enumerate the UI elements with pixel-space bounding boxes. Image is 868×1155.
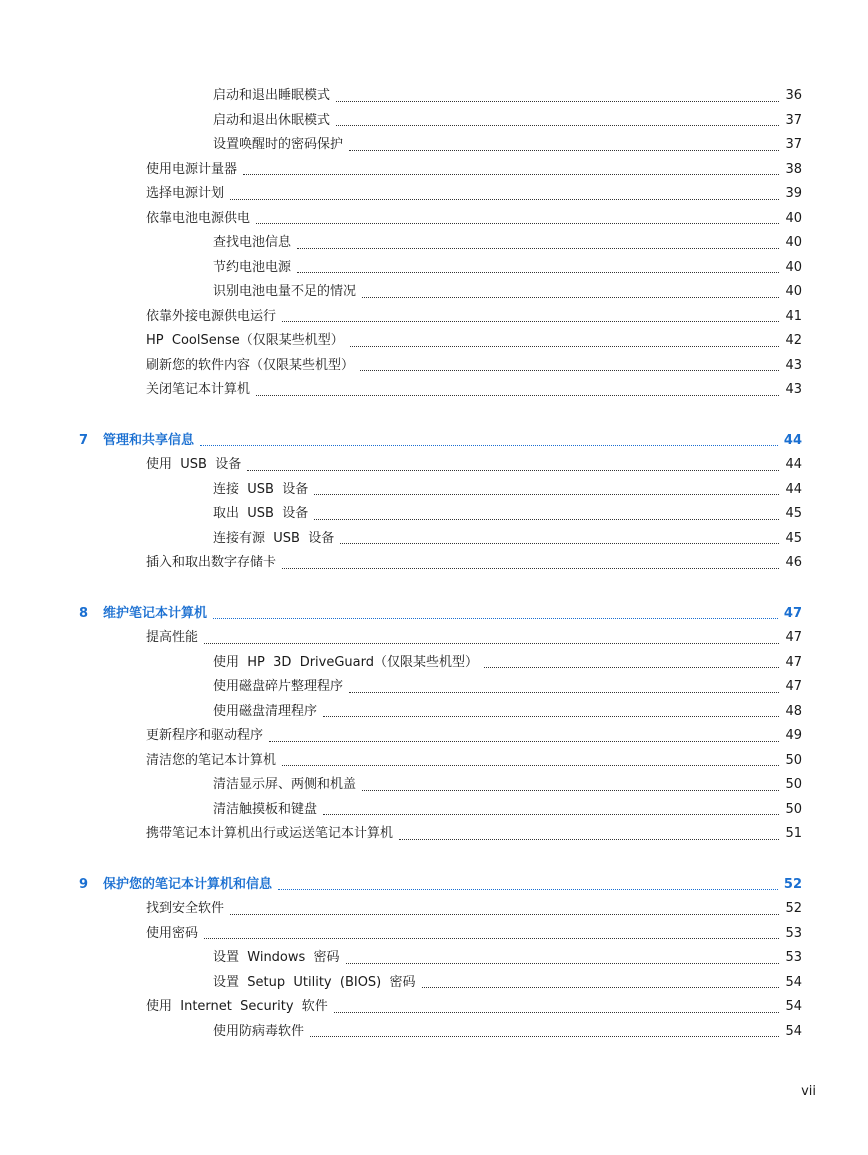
- toc-entry[interactable]: [0, 749, 868, 774]
- toc-entry-text: 清洁触摸板和键盘: [213, 801, 318, 817]
- dot-leader: [323, 700, 779, 725]
- toc-chapter-entry[interactable]: [0, 602, 868, 627]
- toc-entry-text: 携带笔记本计算机出行或运送笔记本计算机: [146, 826, 394, 841]
- toc-page-number: 47: [785, 630, 802, 645]
- toc-entry-text: 插入和取出数字存储卡: [146, 555, 277, 570]
- toc-entry-label: [146, 182, 224, 207]
- toc-entry-text: 使用磁盘清理程序: [213, 703, 318, 719]
- toc-entry-text: 使用 Internet Security 软件: [146, 999, 328, 1014]
- toc-entry-label: [213, 773, 356, 798]
- toc-entry-text: 找到安全软件: [146, 901, 225, 916]
- toc-entry[interactable]: [0, 700, 868, 725]
- toc-page-number: 44: [785, 481, 802, 497]
- toc-entry-label: [146, 822, 393, 847]
- toc-entry-label: [79, 429, 194, 454]
- toc-entry[interactable]: [0, 971, 868, 996]
- toc-page-number: 51: [785, 826, 802, 841]
- toc-page-number: 52: [785, 901, 802, 916]
- toc-entry[interactable]: [0, 378, 868, 403]
- toc-page-number: 50: [785, 801, 802, 817]
- toc-entry-label: [79, 873, 272, 898]
- toc-page-number: 41: [785, 308, 802, 324]
- toc-page-number: 45: [785, 530, 802, 546]
- toc-entry-label: [213, 133, 343, 158]
- toc-entry[interactable]: [0, 502, 868, 527]
- toc-entry[interactable]: [0, 946, 868, 971]
- toc-page-number: 47: [785, 654, 802, 670]
- toc-entry[interactable]: [0, 626, 868, 651]
- toc-page-number: 40: [785, 210, 802, 226]
- toc-entry-label: [213, 84, 330, 109]
- toc-entry[interactable]: [0, 207, 868, 232]
- toc-entry-label: [146, 922, 198, 947]
- toc-entry-text: 查找电池信息: [213, 235, 292, 250]
- toc-entry-label: [213, 478, 308, 503]
- dot-leader: [282, 305, 779, 330]
- dot-leader: [336, 109, 779, 134]
- chapter-number: 9: [79, 876, 89, 892]
- toc-page-number: 54: [785, 974, 802, 990]
- toc-entry-text: 选择电源计划: [146, 186, 225, 201]
- toc-page-number: 53: [785, 925, 802, 941]
- dot-leader: [484, 651, 779, 676]
- toc-entry-label: [213, 971, 416, 996]
- toc-entry-label: [146, 354, 354, 379]
- toc-entry-text: 清洁显示屏、两侧和机盖: [213, 777, 357, 792]
- toc-entry-text: 节约电池电源: [213, 259, 292, 275]
- toc-entry-label: [146, 158, 237, 183]
- toc-entry-text: 设置 Windows 密码: [213, 950, 340, 965]
- toc-entry[interactable]: [0, 354, 868, 379]
- chapter-number: 7: [79, 432, 89, 448]
- toc-page-number: 48: [785, 703, 802, 719]
- dot-leader: [323, 798, 779, 823]
- dot-leader: [243, 158, 779, 183]
- toc-entry[interactable]: [0, 158, 868, 183]
- section-gap: [0, 576, 868, 602]
- toc-entry-text: 提高性能: [146, 630, 199, 645]
- toc-entry[interactable]: [0, 133, 868, 158]
- dot-leader: [340, 527, 779, 552]
- toc-entry-label: [213, 109, 330, 134]
- toc-entry-text: 使用 USB 设备: [146, 457, 242, 472]
- toc-entry-label: [213, 700, 317, 725]
- toc-entry-text: 依靠电池电源供电: [146, 210, 251, 226]
- toc-entry-label: [146, 897, 224, 922]
- dot-leader: [346, 946, 780, 971]
- toc-entry-label: [146, 626, 198, 651]
- toc-entry[interactable]: [0, 773, 868, 798]
- toc-entry-text: 连接有源 USB 设备: [213, 530, 335, 546]
- toc-entry[interactable]: [0, 84, 868, 109]
- toc-chapter-entry[interactable]: [0, 873, 868, 898]
- toc-entry[interactable]: [0, 329, 868, 354]
- toc-entry-label: [213, 527, 334, 552]
- dot-leader: [204, 922, 779, 947]
- dot-leader: [230, 182, 779, 207]
- dot-leader: [334, 995, 780, 1020]
- dot-leader: [256, 207, 779, 232]
- dot-leader: [336, 84, 779, 109]
- toc-page-number: 40: [785, 259, 802, 275]
- toc-page-number: 49: [785, 728, 802, 743]
- toc-entry[interactable]: [0, 231, 868, 256]
- dot-leader: [399, 822, 779, 847]
- toc-entry[interactable]: [0, 675, 868, 700]
- dot-leader: [282, 551, 779, 576]
- toc-entry-text: 设置 Setup Utility (BIOS) 密码: [213, 974, 416, 990]
- toc-entry-label: [146, 378, 250, 403]
- toc-entry[interactable]: [0, 897, 868, 922]
- toc-page-number: 42: [785, 333, 802, 348]
- dot-leader: [349, 133, 779, 158]
- toc-entry-text: 使用密码: [146, 925, 199, 941]
- toc-page-number: 50: [785, 777, 802, 792]
- toc-entry-label: [213, 280, 356, 305]
- toc-page-number: 37: [785, 137, 802, 152]
- dot-leader: [310, 1020, 779, 1045]
- toc-page-number: 39: [785, 186, 802, 201]
- toc-entry-label: [213, 651, 478, 676]
- toc-entry[interactable]: [0, 995, 868, 1020]
- toc-entry[interactable]: [0, 1020, 868, 1045]
- toc-page-number: 37: [785, 112, 802, 128]
- toc-entry-text: 设置唤醒时的密码保护: [213, 137, 344, 152]
- toc-entry-text: 启动和退出休眠模式: [213, 112, 331, 128]
- toc-entry[interactable]: [0, 256, 868, 281]
- toc-entry[interactable]: [0, 527, 868, 552]
- toc-entry-text: 关闭笔记本计算机: [146, 382, 251, 397]
- dot-leader: [422, 971, 780, 996]
- toc-entry-text: 使用防病毒软件: [213, 1023, 305, 1039]
- toc-entry-text: 使用磁盘碎片整理程序: [213, 679, 344, 694]
- toc-page-number: 47: [785, 679, 802, 694]
- toc-entry-label: [213, 675, 343, 700]
- toc-entry-label: [213, 946, 340, 971]
- toc-entry-label: [146, 305, 276, 330]
- toc-page-number: 43: [785, 357, 802, 373]
- toc-entry[interactable]: [0, 109, 868, 134]
- toc-page-number: 52: [783, 876, 802, 892]
- toc-chapter-entry[interactable]: [0, 429, 868, 454]
- dot-leader: [256, 378, 779, 403]
- dot-leader: [349, 675, 779, 700]
- dot-leader: [360, 354, 779, 379]
- toc-entry-label: [146, 207, 250, 232]
- dot-leader: [314, 478, 779, 503]
- toc-entry-text: 识别电池电量不足的情况: [213, 284, 357, 299]
- toc-entry[interactable]: [0, 182, 868, 207]
- toc-entry[interactable]: [0, 280, 868, 305]
- toc-entry[interactable]: [0, 453, 868, 478]
- dot-leader: [230, 897, 779, 922]
- table-of-contents: [0, 84, 868, 1044]
- toc-page-number: 44: [785, 457, 802, 472]
- dot-leader: [269, 724, 779, 749]
- toc-page-number: 44: [783, 432, 802, 448]
- dot-leader: [282, 749, 779, 774]
- dot-leader: [297, 231, 779, 256]
- toc-entry-text: 刷新您的软件内容（仅限某些机型）: [146, 357, 355, 373]
- dot-leader: [350, 329, 780, 354]
- toc-entry-text: 启动和退出睡眠模式: [213, 88, 331, 103]
- toc-entry-text: 依靠外接电源供电运行: [146, 308, 277, 324]
- toc-entry[interactable]: [0, 478, 868, 503]
- dot-leader: [362, 773, 779, 798]
- toc-page-number: 54: [785, 1023, 802, 1039]
- toc-entry-label: [146, 724, 263, 749]
- toc-entry-label: [146, 995, 328, 1020]
- toc-entry-label: [213, 231, 291, 256]
- toc-entry[interactable]: [0, 651, 868, 676]
- toc-entry-text: 使用电源计量器: [146, 161, 238, 177]
- dot-leader: [278, 873, 778, 898]
- toc-entry-label: [213, 256, 291, 281]
- toc-entry-text: 管理和共享信息: [103, 432, 195, 448]
- dot-leader: [213, 602, 778, 627]
- toc-entry-label: [146, 551, 276, 576]
- toc-entry[interactable]: [0, 305, 868, 330]
- toc-entry-text: 保护您的笔记本计算机和信息: [103, 876, 273, 892]
- toc-page-number: 43: [785, 382, 802, 397]
- toc-entry-label: [146, 329, 344, 354]
- toc-entry-label: [146, 749, 276, 774]
- toc-page-number: 54: [785, 999, 802, 1014]
- dot-leader: [362, 280, 779, 305]
- dot-leader: [200, 429, 778, 454]
- toc-page-number: 36: [785, 88, 802, 103]
- dot-leader: [247, 453, 779, 478]
- toc-entry[interactable]: [0, 822, 868, 847]
- toc-entry-label: [213, 502, 308, 527]
- toc-page-number: 53: [785, 950, 802, 965]
- dot-leader: [314, 502, 779, 527]
- toc-entry-text: 更新程序和驱动程序: [146, 728, 264, 743]
- toc-page-number: 40: [785, 235, 802, 250]
- section-gap: [0, 847, 868, 873]
- toc-page-number: 47: [783, 605, 802, 621]
- toc-entry[interactable]: [0, 922, 868, 947]
- toc-page-number: 46: [785, 555, 802, 570]
- page-number-footer: vii: [801, 1084, 816, 1099]
- toc-entry-text: 使用 HP 3D DriveGuard（仅限某些机型）: [213, 654, 478, 670]
- toc-entry[interactable]: [0, 724, 868, 749]
- toc-entry-label: [146, 453, 241, 478]
- toc-entry-text: 取出 USB 设备: [213, 506, 309, 521]
- toc-page-number: 40: [785, 284, 802, 299]
- dot-leader: [204, 626, 779, 651]
- toc-entry-text: 连接 USB 设备: [213, 481, 309, 497]
- toc-entry-label: [213, 798, 317, 823]
- toc-page-number: 38: [785, 161, 802, 177]
- toc-entry[interactable]: [0, 798, 868, 823]
- section-gap: [0, 403, 868, 429]
- dot-leader: [297, 256, 779, 281]
- toc-entry[interactable]: [0, 551, 868, 576]
- toc-entry-label: [79, 602, 207, 627]
- chapter-number: 8: [79, 605, 89, 621]
- toc-entry-text: 清洁您的笔记本计算机: [146, 752, 277, 768]
- toc-entry-label: [213, 1020, 304, 1045]
- toc-entry-text: HP CoolSense（仅限某些机型）: [146, 333, 344, 348]
- toc-entry-text: 维护笔记本计算机: [103, 605, 208, 621]
- toc-page-number: 45: [785, 506, 802, 521]
- toc-page-number: 50: [785, 752, 802, 768]
